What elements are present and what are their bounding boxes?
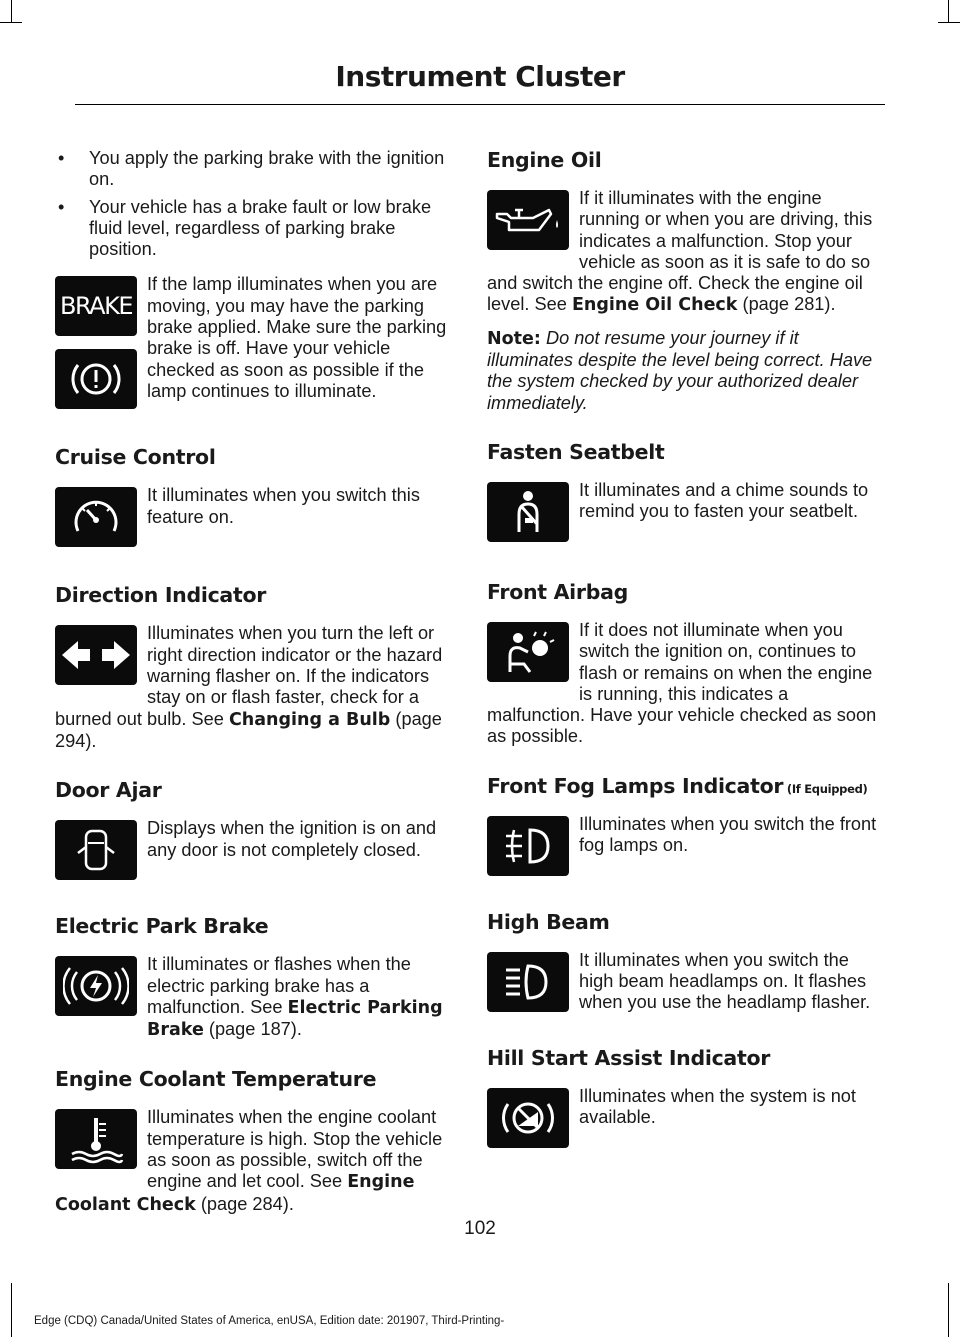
direction-indicator-description: Illuminates when you turn the left or right direction indicator or the hazard warning flasher on. If the indicators stay on or flash faster, check for a burned out bulb. See Changing a Bulb (page 294).	[55, 623, 443, 751]
front-fog-lamps-description: Illuminates when you switch the front fog lamps on.	[579, 813, 877, 856]
cross-reference-link[interactable]: Engine Oil Check	[571, 295, 738, 316]
section-heading: Cruise Control	[55, 445, 216, 470]
door-ajar-section	[55, 778, 447, 888]
electric-park-brake-icon	[55, 956, 137, 1016]
section-heading: Front Fog Lamps Indicator (If Equipped)	[487, 773, 868, 798]
airbag-icon	[487, 622, 569, 682]
cruise-control-section	[55, 445, 447, 555]
crop-mark	[11, 0, 12, 22]
section-heading: Fasten Seatbelt	[487, 439, 665, 464]
crop-mark	[948, 1283, 949, 1337]
crop-mark	[938, 22, 960, 23]
coolant-thermometer-icon	[55, 1109, 137, 1169]
fasten-seatbelt-description: It illuminates and a chime sounds to remind you to fasten your seatbelt.	[579, 479, 869, 522]
left-column	[55, 148, 447, 1242]
section-heading: Engine Oil	[487, 148, 602, 172]
header-divider	[75, 104, 885, 105]
hill-start-assist-description: Illuminates when the system is not available.	[579, 1085, 856, 1128]
cross-reference-link[interactable]: Engine Coolant Check	[55, 1172, 415, 1215]
engine-coolant-section	[55, 1067, 447, 1215]
direction-arrows-icon	[55, 625, 137, 685]
section-heading: Front Airbag	[487, 579, 629, 604]
door-ajar-description: Displays when the ignition is on and any door is not completely closed.	[147, 818, 437, 860]
engine-oil-note: Note: Do not resume your journey if it illuminates despite the level being correct. Have the system checked by your authorized dealer immediately.	[487, 327, 873, 413]
condition-list	[55, 148, 447, 260]
high-beam-section	[487, 910, 879, 1020]
section-heading: Door Ajar	[55, 778, 162, 803]
fog-lamp-icon	[487, 816, 569, 876]
high-beam-icon	[487, 952, 569, 1012]
section-heading: Hill Start Assist Indicator	[487, 1045, 771, 1070]
crop-mark	[0, 22, 22, 23]
section-heading: High Beam	[487, 909, 610, 934]
front-airbag-section	[487, 580, 879, 748]
cross-reference-link[interactable]: Changing a Bulb	[228, 709, 391, 730]
brake-text-icon: BRAKE	[55, 276, 137, 336]
cruise-control-description: It illuminates when you switch this feature on.	[147, 485, 420, 527]
brake-description: If the lamp illuminates when you are moving, you may have the parking brake applied. Make sure the parking brake is off. Have your vehicle checked as soon as possible if the lamp continues to illuminate.	[147, 274, 447, 401]
cross-reference-link[interactable]: Electric Parking Brake	[147, 997, 443, 1041]
door-ajar-icon	[55, 820, 137, 880]
page-number: 102	[464, 1218, 496, 1239]
front-fog-lamps-section	[487, 774, 879, 884]
hill-start-assist-section	[487, 1046, 879, 1156]
section-heading: Engine Coolant Temperature	[55, 1067, 377, 1092]
seatbelt-icon	[487, 482, 569, 542]
electric-park-brake-description: It illuminates or flashes when the electric parking brake has a malfunction. See Electric Parking Brake (page 187).	[147, 954, 443, 1041]
front-airbag-description: If it does not illuminate when you switch the ignition on, continues to flash or remains on when the engine is running, this indicates a malfunction. Have your vehicle checked as soon as possible.	[487, 619, 877, 747]
hill-start-assist-icon	[487, 1088, 569, 1148]
crop-mark	[11, 1283, 12, 1337]
engine-oil-description: If it illuminates with the engine running or when you are driving, this indicates a malfunction. Stop your vehicle as soon as it is safe to do so and switch the engine off. Check the engine oil level. See Engine Oil Check (page 281).	[487, 188, 873, 316]
engine-oil-section	[487, 148, 879, 414]
page-title: Instrument Cluster	[335, 60, 625, 93]
fasten-seatbelt-section	[487, 440, 879, 550]
brake-exclamation-icon	[55, 349, 137, 409]
electric-park-brake-section	[55, 914, 447, 1041]
list-item: • You apply the parking brake with the ignition on.	[55, 148, 447, 191]
right-column	[487, 148, 879, 1182]
brake-warning-section	[55, 274, 447, 415]
oil-can-icon	[487, 190, 569, 250]
list-item: • Your vehicle has a brake fault or low brake fluid level, regardless of parking brake position.	[55, 197, 447, 261]
high-beam-description: It illuminates when you switch the high beam headlamps on. It flashes when you use the headlamp flasher.	[579, 949, 871, 1013]
engine-coolant-description: Illuminates when the engine coolant temperature is high. Stop the vehicle as soon as possible, switch off the engine and let cool. See Engine Coolant Check (page 284).	[55, 1107, 443, 1215]
section-heading: Direction Indicator	[55, 583, 267, 608]
section-heading: Electric Park Brake	[55, 914, 269, 939]
cruise-control-icon	[55, 487, 137, 547]
brake-icons	[55, 276, 137, 409]
footer-edition-info: Edge (CDQ) Canada/United States of America, enUSA, Edition date: 201907, Third-Printing-	[34, 1315, 505, 1327]
direction-indicator-section	[55, 583, 447, 752]
crop-mark	[948, 0, 949, 22]
